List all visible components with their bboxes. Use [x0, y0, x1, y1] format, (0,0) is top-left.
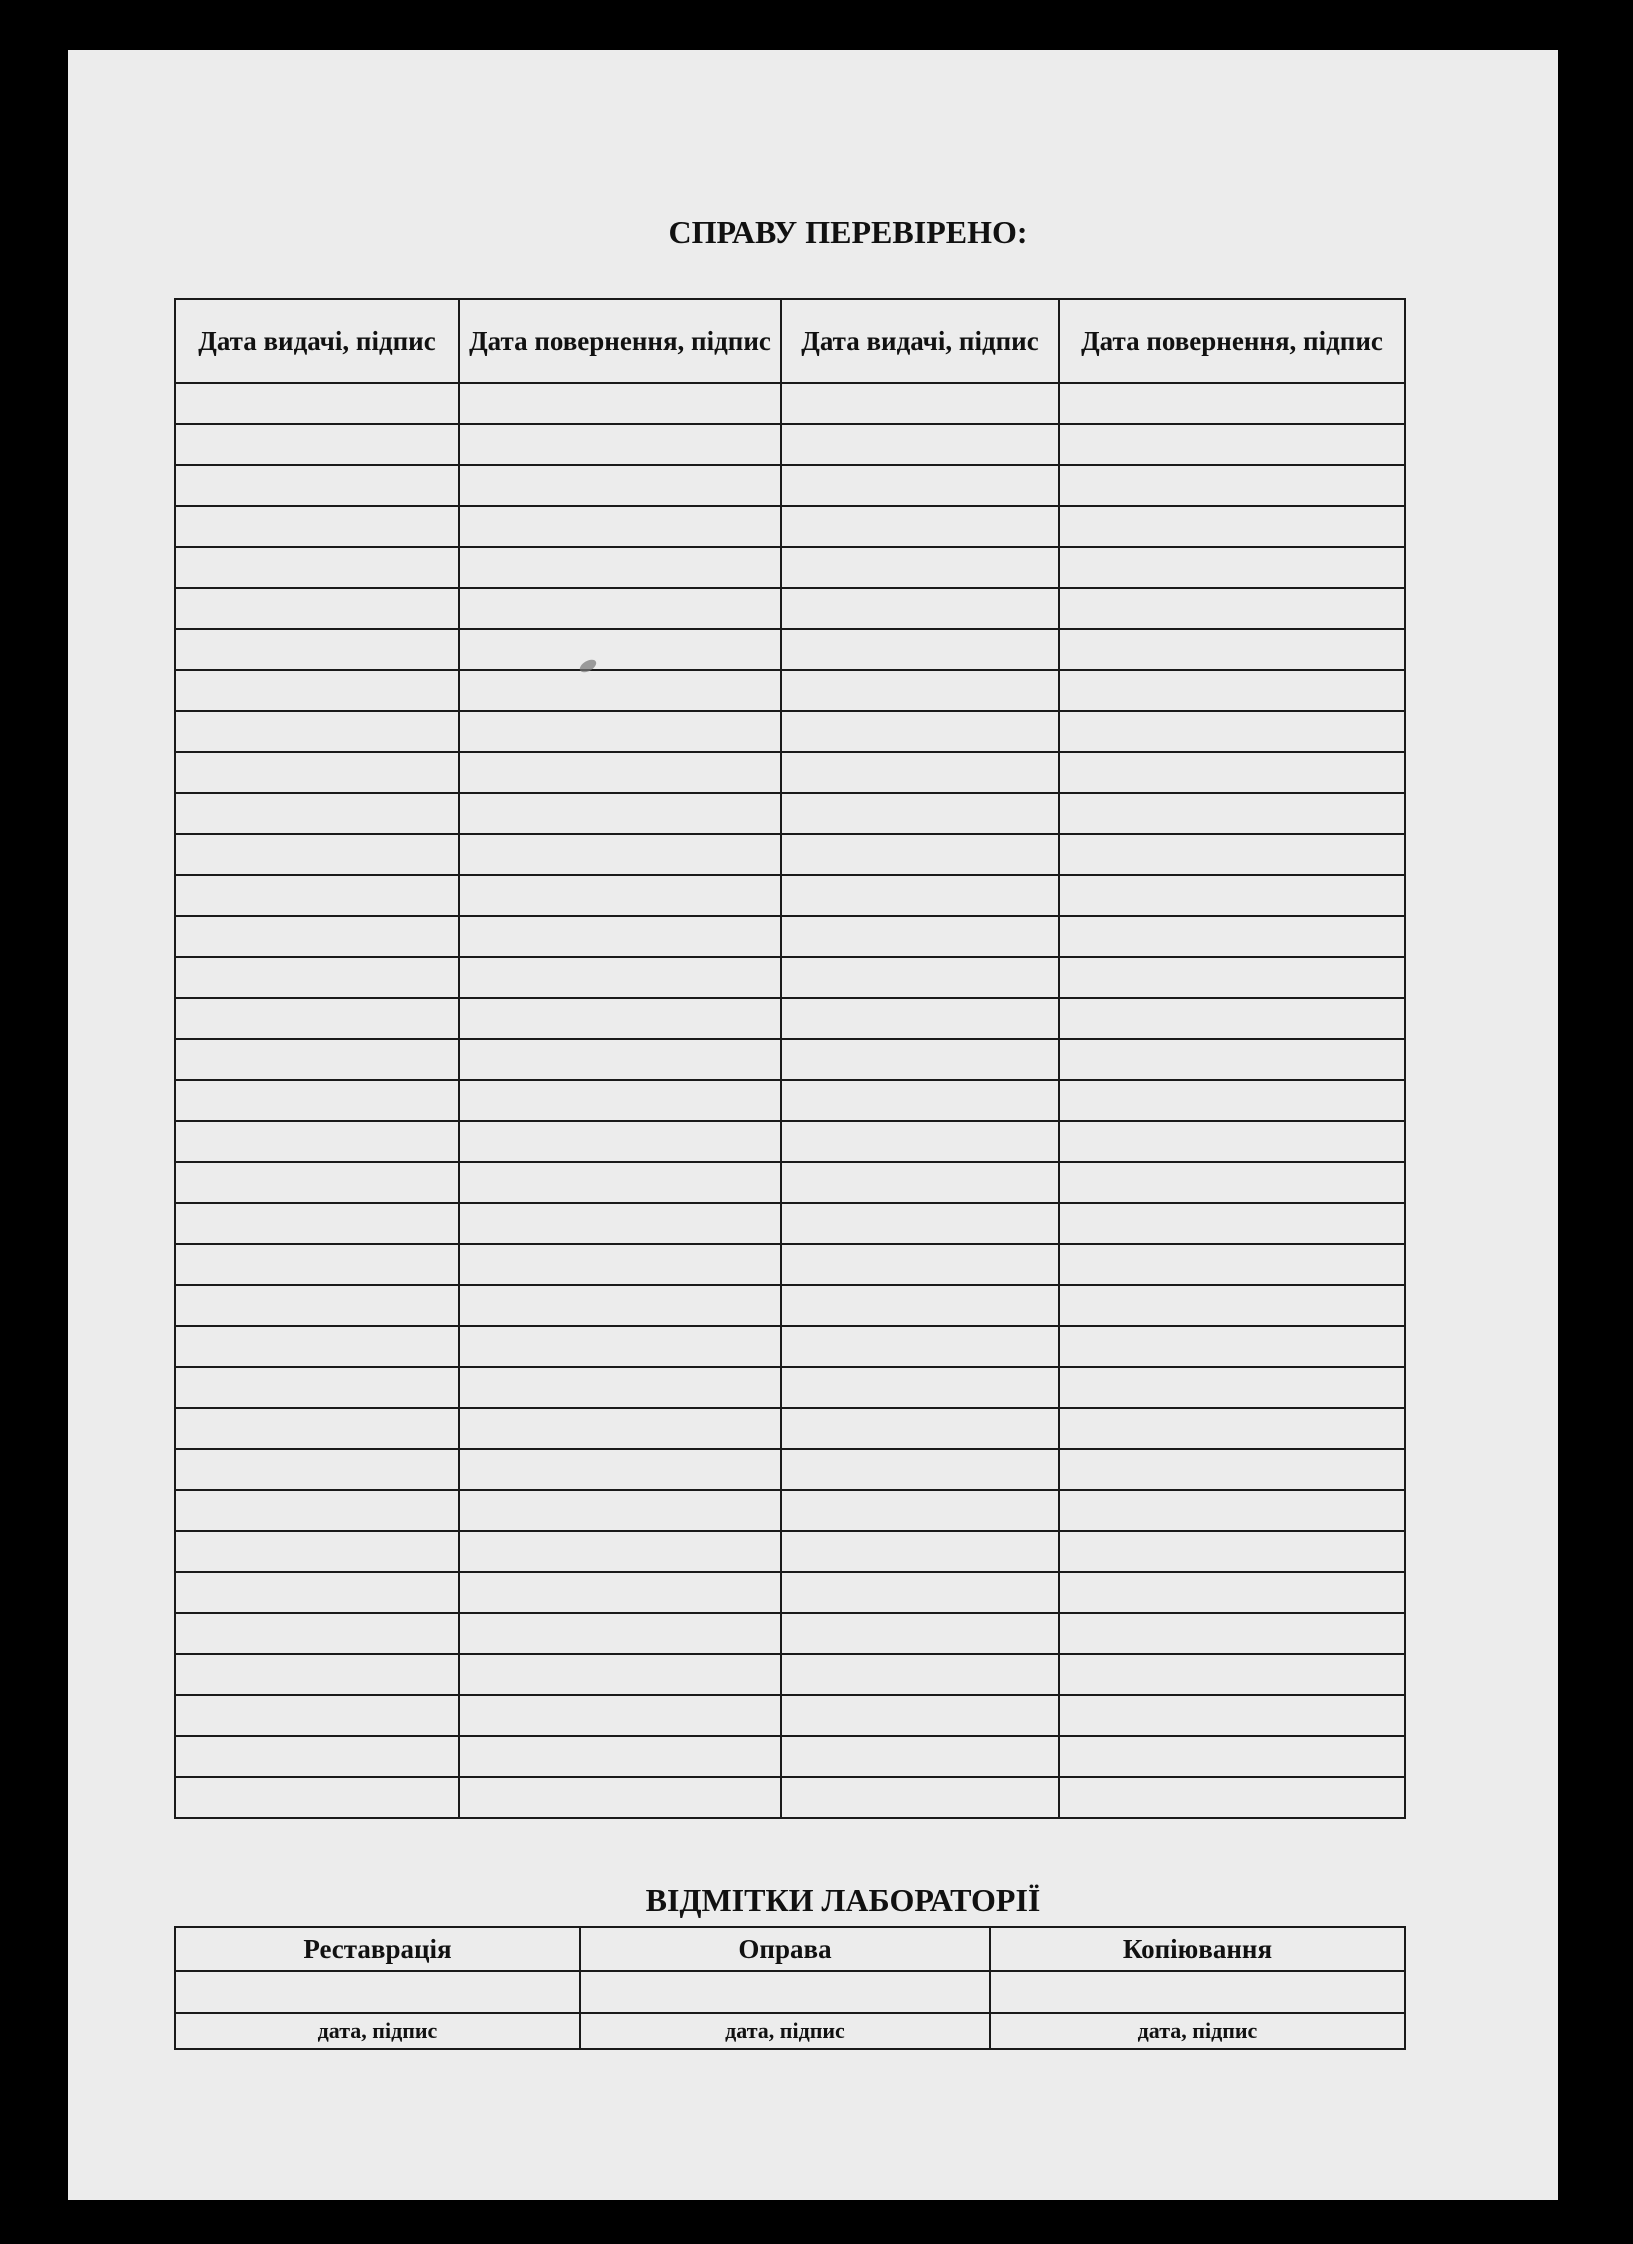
check-table-row — [175, 1162, 1405, 1203]
check-table-cell — [1059, 547, 1405, 588]
check-table-row — [175, 1080, 1405, 1121]
check-table-row — [175, 916, 1405, 957]
check-table-cell — [459, 1080, 781, 1121]
check-table-row — [175, 465, 1405, 506]
check-table-row — [175, 547, 1405, 588]
check-table-cell — [459, 1326, 781, 1367]
document-sheet — [68, 50, 1558, 2200]
check-table-cell — [459, 1162, 781, 1203]
check-table-row — [175, 629, 1405, 670]
check-table-cell — [1059, 1449, 1405, 1490]
check-table-cell — [1059, 1367, 1405, 1408]
check-table-row — [175, 1449, 1405, 1490]
check-table-cell — [175, 711, 459, 752]
check-table-cell — [175, 1080, 459, 1121]
check-table-cell — [1059, 1572, 1405, 1613]
check-table-cell — [781, 465, 1059, 506]
check-table-cell — [1059, 1613, 1405, 1654]
check-table-cell — [781, 1654, 1059, 1695]
check-table-cell — [781, 1039, 1059, 1080]
check-table-cell — [1059, 424, 1405, 465]
check-table-cell — [175, 1613, 459, 1654]
check-table-row — [175, 875, 1405, 916]
check-table-cell — [175, 1695, 459, 1736]
check-table-cell — [459, 1244, 781, 1285]
check-table-cell — [459, 1449, 781, 1490]
check-table-cell — [175, 1449, 459, 1490]
check-table-cell — [1059, 1080, 1405, 1121]
check-table-cell — [459, 670, 781, 711]
check-table-cell — [781, 588, 1059, 629]
check-table-cell — [175, 1736, 459, 1777]
check-table-cell — [175, 1326, 459, 1367]
check-table-row — [175, 711, 1405, 752]
check-table-row — [175, 752, 1405, 793]
check-table-cell — [1059, 1326, 1405, 1367]
check-table-cell — [459, 998, 781, 1039]
check-table-row — [175, 506, 1405, 547]
check-section-title: СПРАВУ ПЕРЕВІРЕНО: — [668, 214, 1028, 250]
check-table-cell — [1059, 1777, 1405, 1818]
check-table-cell — [175, 1367, 459, 1408]
check-table-row — [175, 1367, 1405, 1408]
check-table-cell — [781, 834, 1059, 875]
check-table-cell — [175, 1408, 459, 1449]
check-table-cell — [175, 998, 459, 1039]
check-table-cell — [781, 1572, 1059, 1613]
lab-table — [174, 1926, 1406, 2050]
check-table-row — [175, 1408, 1405, 1449]
check-table-cell — [175, 1203, 459, 1244]
check-table-cell — [1059, 1408, 1405, 1449]
check-table-cell — [459, 1531, 781, 1572]
header-copying: Копіювання — [990, 1927, 1405, 1971]
check-table-row — [175, 1736, 1405, 1777]
check-table-cell — [1059, 670, 1405, 711]
check-table-cell — [781, 1080, 1059, 1121]
binding-signature: дата, підпис — [580, 2013, 990, 2049]
check-table-cell — [1059, 506, 1405, 547]
check-table-cell — [175, 916, 459, 957]
check-table-cell — [459, 711, 781, 752]
header-binding: Оправа — [580, 1927, 990, 1971]
check-table-cell — [459, 383, 781, 424]
check-table-row — [175, 1121, 1405, 1162]
check-table-cell — [459, 875, 781, 916]
check-table-row — [175, 1654, 1405, 1695]
check-table-cell — [175, 1244, 459, 1285]
check-table-row — [175, 1326, 1405, 1367]
restoration-cell — [175, 1971, 580, 2013]
check-table-cell — [459, 1039, 781, 1080]
check-table-cell — [781, 1531, 1059, 1572]
check-table-body — [175, 383, 1405, 1818]
check-table-cell — [781, 1408, 1059, 1449]
check-table-cell — [459, 1285, 781, 1326]
check-table-cell — [175, 875, 459, 916]
check-table-row — [175, 1572, 1405, 1613]
lab-header-row — [175, 1927, 1405, 1971]
check-table-cell — [459, 1777, 781, 1818]
check-table-cell — [175, 383, 459, 424]
check-table-cell — [1059, 1654, 1405, 1695]
check-table-row — [175, 1285, 1405, 1326]
check-table-row — [175, 670, 1405, 711]
header-return-date-1: Дата повернення, підпис — [459, 299, 781, 383]
check-table — [174, 298, 1406, 1819]
check-table-cell — [175, 793, 459, 834]
check-table-cell — [1059, 1121, 1405, 1162]
check-table-cell — [781, 1490, 1059, 1531]
check-table-cell — [459, 1203, 781, 1244]
check-table-cell — [175, 465, 459, 506]
check-table-cell — [781, 1203, 1059, 1244]
check-table-cell — [781, 1736, 1059, 1777]
check-table-cell — [781, 670, 1059, 711]
check-table-row — [175, 793, 1405, 834]
check-table-cell — [781, 547, 1059, 588]
check-table-cell — [1059, 1162, 1405, 1203]
check-table-cell — [1059, 916, 1405, 957]
check-table-cell — [459, 1695, 781, 1736]
check-table-row — [175, 424, 1405, 465]
check-table-cell — [1059, 752, 1405, 793]
check-table-cell — [781, 506, 1059, 547]
check-table-row — [175, 383, 1405, 424]
check-table-cell — [175, 1654, 459, 1695]
check-table-cell — [781, 1367, 1059, 1408]
check-table-cell — [1059, 383, 1405, 424]
check-table-cell — [175, 629, 459, 670]
check-table-cell — [459, 547, 781, 588]
check-table-cell — [1059, 1244, 1405, 1285]
check-table-cell — [459, 1121, 781, 1162]
check-table-cell — [781, 1613, 1059, 1654]
check-table-cell — [459, 1367, 781, 1408]
check-table-cell — [1059, 793, 1405, 834]
check-table-cell — [175, 1572, 459, 1613]
check-table-cell — [1059, 629, 1405, 670]
check-table-cell — [459, 916, 781, 957]
check-table-cell — [459, 834, 781, 875]
check-table-cell — [459, 1736, 781, 1777]
check-table-cell — [459, 506, 781, 547]
check-table-cell — [175, 1531, 459, 1572]
check-table-cell — [175, 424, 459, 465]
check-table-cell — [1059, 711, 1405, 752]
check-table-cell — [175, 670, 459, 711]
check-table-cell — [1059, 1736, 1405, 1777]
check-table-cell — [1059, 998, 1405, 1039]
check-table-cell — [1059, 1695, 1405, 1736]
check-table-row — [175, 1244, 1405, 1285]
check-table-cell — [781, 1121, 1059, 1162]
lab-section-title: ВІДМІТКИ ЛАБОРАТОРІЇ — [645, 1882, 1041, 1918]
check-table-cell — [175, 1490, 459, 1531]
check-table-cell — [459, 1408, 781, 1449]
header-restoration: Реставрація — [175, 1927, 580, 1971]
check-table-row — [175, 998, 1405, 1039]
check-table-row — [175, 1777, 1405, 1818]
header-issue-date-2: Дата видачі, підпис — [781, 299, 1059, 383]
check-table-cell — [459, 465, 781, 506]
check-table-cell — [1059, 1531, 1405, 1572]
check-table-cell — [781, 1695, 1059, 1736]
check-table-cell — [781, 1162, 1059, 1203]
check-table-row — [175, 957, 1405, 998]
check-table-row — [175, 1695, 1405, 1736]
restoration-signature: дата, підпис — [175, 2013, 580, 2049]
check-table-cell — [781, 424, 1059, 465]
check-table-cell — [175, 957, 459, 998]
check-table-cell — [1059, 875, 1405, 916]
lab-blank-row — [175, 1971, 1405, 2013]
check-table-cell — [1059, 588, 1405, 629]
check-table-cell — [175, 752, 459, 793]
check-table-cell — [781, 752, 1059, 793]
check-table-row — [175, 1531, 1405, 1572]
check-table-row — [175, 588, 1405, 629]
check-table-cell — [175, 506, 459, 547]
check-table-cell — [175, 1285, 459, 1326]
check-table-cell — [1059, 957, 1405, 998]
check-table-cell — [459, 752, 781, 793]
check-table-cell — [459, 588, 781, 629]
check-table-cell — [459, 957, 781, 998]
check-table-cell — [459, 424, 781, 465]
check-table-cell — [459, 793, 781, 834]
check-table-cell — [781, 916, 1059, 957]
check-table-cell — [781, 998, 1059, 1039]
check-table-cell — [1059, 1490, 1405, 1531]
check-table-cell — [1059, 1039, 1405, 1080]
header-issue-date-1: Дата видачі, підпис — [175, 299, 459, 383]
check-table-cell — [781, 1326, 1059, 1367]
check-table-cell — [781, 1449, 1059, 1490]
header-return-date-2: Дата повернення, підпис — [1059, 299, 1405, 383]
check-table-cell — [175, 1777, 459, 1818]
check-table-cell — [781, 383, 1059, 424]
check-table-cell — [459, 1654, 781, 1695]
check-table-cell — [175, 547, 459, 588]
check-table-cell — [175, 1121, 459, 1162]
copying-signature: дата, підпис — [990, 2013, 1405, 2049]
check-table-cell — [459, 1613, 781, 1654]
check-table-cell — [459, 1572, 781, 1613]
check-table-cell — [1059, 1285, 1405, 1326]
check-table-header-row — [175, 299, 1405, 383]
check-table-cell — [1059, 1203, 1405, 1244]
check-table-cell — [781, 875, 1059, 916]
check-table-cell — [781, 957, 1059, 998]
check-table-row — [175, 1490, 1405, 1531]
check-table-cell — [1059, 465, 1405, 506]
check-table-cell — [459, 629, 781, 670]
binding-cell — [580, 1971, 990, 2013]
check-table-cell — [175, 1162, 459, 1203]
check-table-row — [175, 1613, 1405, 1654]
check-table-cell — [1059, 834, 1405, 875]
check-table-cell — [781, 629, 1059, 670]
check-table-cell — [781, 1285, 1059, 1326]
check-table-cell — [175, 588, 459, 629]
check-table-cell — [781, 793, 1059, 834]
check-table-cell — [175, 834, 459, 875]
check-table-row — [175, 1203, 1405, 1244]
check-table-cell — [781, 1244, 1059, 1285]
check-table-cell — [175, 1039, 459, 1080]
check-table-cell — [781, 711, 1059, 752]
check-table-row — [175, 1039, 1405, 1080]
copying-cell — [990, 1971, 1405, 2013]
check-table-row — [175, 834, 1405, 875]
check-table-cell — [781, 1777, 1059, 1818]
check-table-cell — [459, 1490, 781, 1531]
lab-signature-row — [175, 2013, 1405, 2049]
